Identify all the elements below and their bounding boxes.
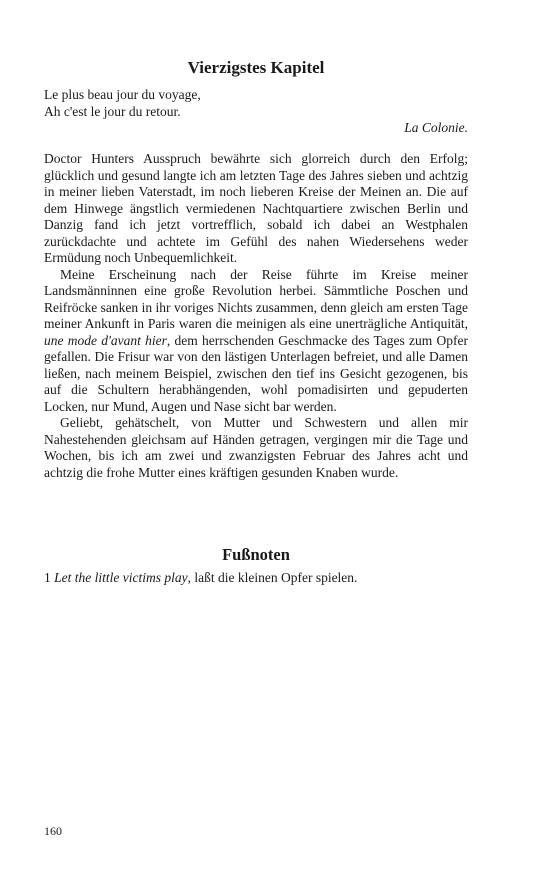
paragraph-2-italic: une mode d'avant hier <box>44 332 167 348</box>
motto-line-2: Ah c'est le jour du retour. <box>44 103 181 119</box>
paragraph-2-text-b: , dem herrschenden Geschmacke des Tages zum Opfer gefallen. Die Frisur war von den lästigen Unterlagen befreiet, und alle Damen ließen, nach meinem Beispiel, zwischen den tief ins Gesicht gezogenen, bis auf die Schultern herabhängenden, wohl pomadisirten und gepuderten Locken, nur Mund, Augen und Nase sicht bar werden. <box>44 332 469 414</box>
chapter-body <box>44 151 468 481</box>
footnote-italic: Let the little victims play <box>54 570 188 585</box>
motto-epigraph <box>44 87 468 137</box>
paragraph-1: Doctor Hunters Ausspruch bewährte sich glorreich durch den Erfolg; glücklich und gesund langte ich am letzten Tage des Jahres sieben und achtzig in meiner lieben Vaterstadt, im noch lieberen Kreise der Meinen an. Die auf dem Hinwege ängstlich vermiedenen Nachtquartiere zwischen Berlin und Danzig fand ich jetzt vortrefflich, sobald ich dabei an Westphalen zurückdachte und achtete im Gefühl des nahen Wiedersehens weder Ermüdung noch Unbequemlichkeit. <box>44 151 468 265</box>
footnote-1 <box>44 570 468 587</box>
motto-source: La Colonie. <box>404 120 468 135</box>
paragraph-2-text-a: Meine Erscheinung nach der Reise führte im Kreise meiner Landsmänninnen eine große Revolution herbei. Sämmtliche Poschen und Reifröcke sanken in ihr voriges Nichts zusammen, denn gleich am ersten Tage meiner Ankunft in Paris waren die meinigen als eine unerträgliche Antiquität, <box>44 266 468 331</box>
footnote-number: 1 <box>44 570 51 585</box>
page-number: 160 <box>44 824 62 838</box>
footnotes-heading: Fußnoten <box>222 545 290 564</box>
paragraph-3: Geliebt, gehätschelt, von Mutter und Schwestern und allen mir Nahestehenden gleichsam auf Händen getragen, vergingen mir die Tage und Wochen, bis ich am zwei und zwanzigsten Februar des Jahres acht und achtzig die frohe Mutter eines kräftigen gesunden Knaben wurde. <box>44 415 468 480</box>
motto-line-1: Le plus beau jour du voyage, <box>44 87 201 102</box>
footnote-text: , laßt die kleinen Opfer spielen. <box>187 570 358 585</box>
paragraph-2 <box>44 267 468 416</box>
chapter-title: Vierzigstes Kapitel <box>187 58 325 77</box>
